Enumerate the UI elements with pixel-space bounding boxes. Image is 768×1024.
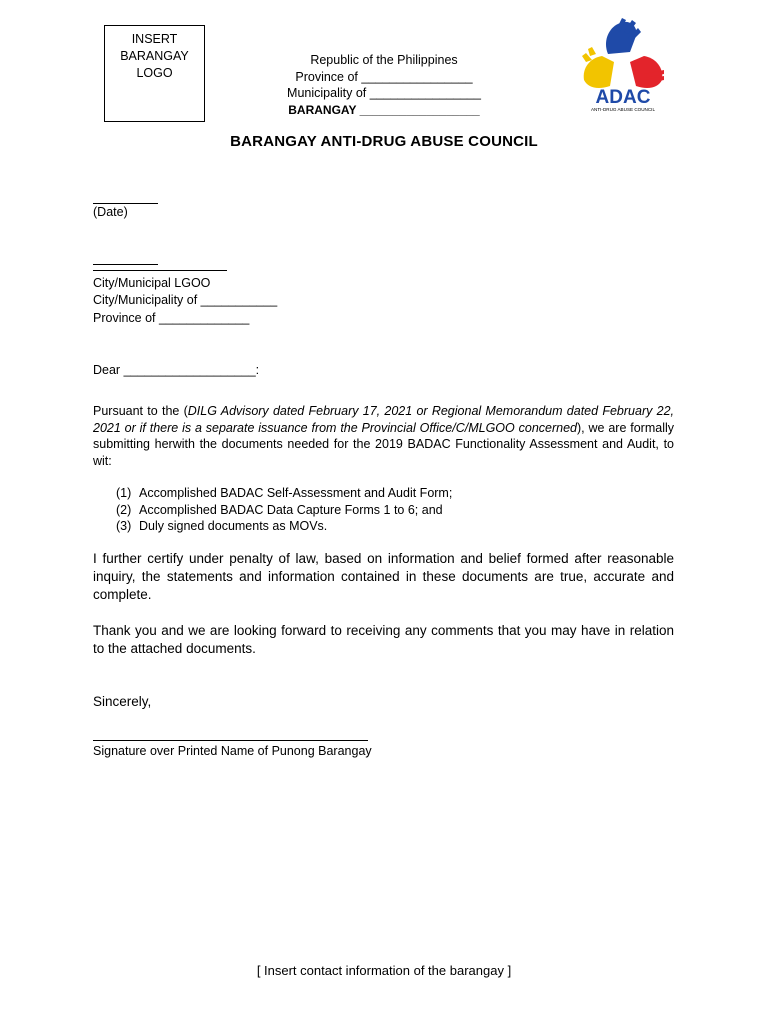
addressee-title: City/Municipal LGOO [93,276,211,290]
signature-label: Signature over Printed Name of Punong Barangay [93,744,372,758]
barangay-contact-footer: [ Insert contact information of the barangay ] [256,963,512,978]
council-title: BARANGAY ANTI-DRUG ABUSE COUNCIL [230,133,538,150]
p1-lead-text: Pursuant to the ( [93,404,188,418]
letterhead [240,52,528,118]
thank-you-paragraph: Thank you and we are looking forward to receiving any comments that you may have in relation to the attached documents. [93,623,674,656]
closing: Sincerely, [93,694,152,709]
certification-paragraph: I further certify under penalty of law, based on information and belief formed after reasonable inquiry, the statements and information contained in these documents are true, accurate and complete. [93,551,674,602]
addressee-city: City/Municipality of ___________ [93,293,278,307]
list-item [116,502,616,519]
logo-placeholder-line: BARANGAY [120,49,189,63]
date-label: (Date) [93,205,128,219]
adac-wordmark: ADAC [595,87,651,108]
barangay-line: BARANGAY __________________ [288,102,480,117]
signature-line [93,740,368,741]
republic-line: Republic of the Philippines [310,53,458,67]
salutation: Dear ___________________: [93,363,260,377]
list-item-text: Duly signed documents as MOVs. [139,519,328,533]
list-item-number: (3) [116,519,132,533]
list-item [116,518,616,535]
p1-italic-reference: DILG Advisory dated February 17, 2021 or Regional Memorandum dated February 22, 2021 or if there is a separate issuance from the Provincial Office/C/MLGOO concerned [93,404,674,435]
list-item-text: Accomplished BADAC Self-Assessment and Audit Form; [139,486,453,500]
addressee-short-line [93,264,158,265]
body-paragraph-1 [93,403,674,469]
list-item-number: (2) [116,502,132,517]
list-item-text: Accomplished BADAC Data Capture Forms 1 to 6; and [139,502,443,517]
adac-logo [580,16,666,114]
municipality-line: Municipality of ________________ [287,86,481,100]
addressee-province: Province of _____________ [93,311,250,325]
documents-list [116,485,616,535]
logo-placeholder-line: LOGO [136,66,173,80]
addressee-name-line [93,270,227,271]
province-line: Province of ________________ [295,69,473,84]
p1-trailing-text: ), we are formally submitting herwith the documents needed for the 2019 BADAC Functionality Assessment and Audit, to wit: [93,420,675,468]
logo-placeholder-line: INSERT [131,32,178,46]
adac-tagline: ANTI-DRUG ABUSE COUNCIL [590,107,656,112]
barangay-logo-placeholder [104,25,205,122]
list-item [116,485,616,502]
list-item-number: (1) [116,486,132,500]
